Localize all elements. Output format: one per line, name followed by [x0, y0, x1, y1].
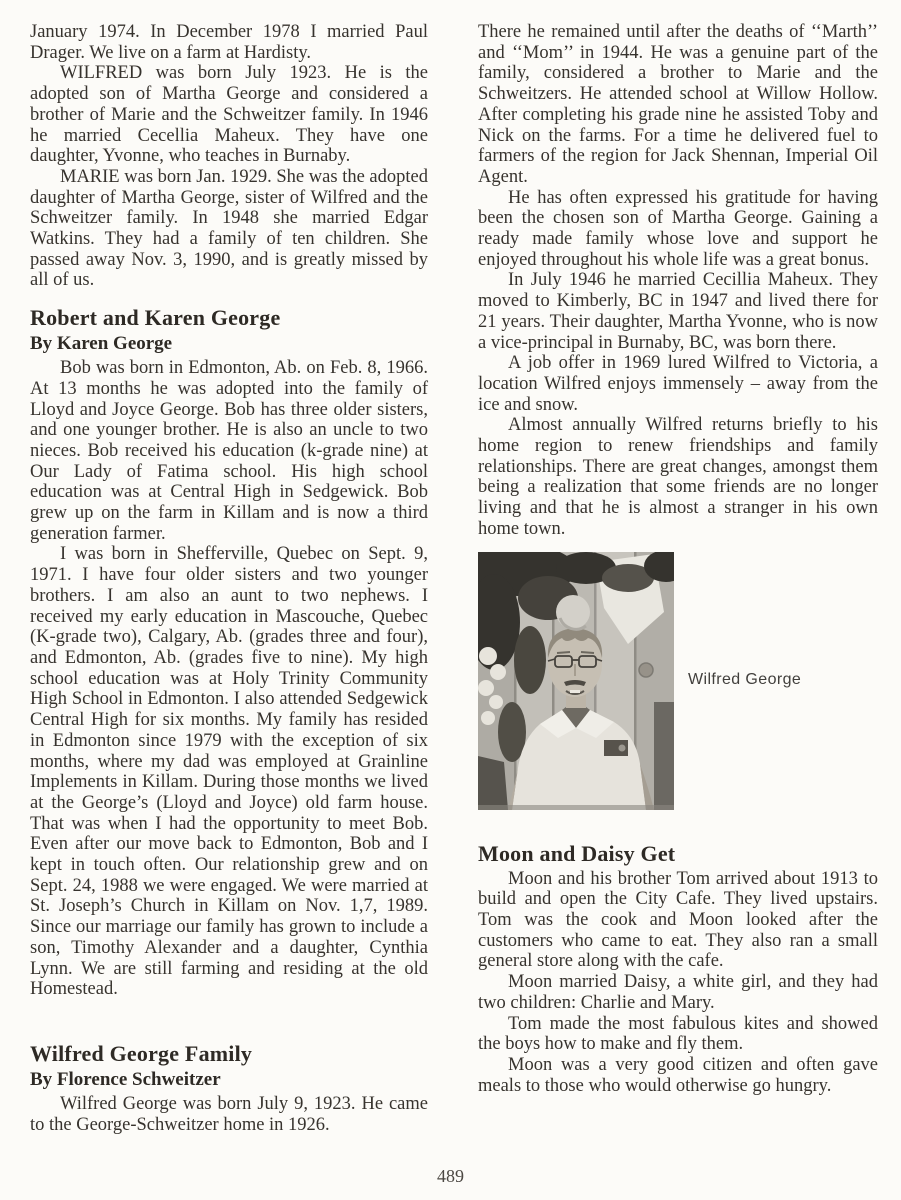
byline: By Florence Schweitzer: [30, 1068, 221, 1090]
body-paragraph: Moon married Daisy, a white girl, and they had two children: Charlie and Mary.: [478, 972, 878, 1013]
section-heading-robert-and-karen-george: Robert and Karen George: [30, 305, 281, 331]
shadow: [654, 702, 674, 810]
body-paragraph: Bob was born in Edmonton, Ab. on Feb. 8, 1966. At 13 months he was adopted into the family of Lloyd and Joyce George. Bob has three older sisters, and one younger brother. He is also an uncle to two nieces. Bob received his education (k-grade nine) at Our Lady of Fatima school. His high school education was at Central High in Sedgewick. Bob grew up on the farm in Killam and is now a third generation farmer.: [30, 358, 428, 544]
body-paragraph: He has often expressed his gratitude for having been the chosen son of Martha George. Gaining a ready made family whose love and support he enjoyed throughout his whole life was a great bonus.: [478, 187, 878, 270]
body-paragraph: January 1974. In December 1978 I married Paul Drager. We live on a farm at Hardisty.: [30, 22, 428, 63]
byline: By Karen George: [30, 333, 173, 355]
text-columns: [30, 22, 878, 1135]
body-paragraph: Moon was a very good citizen and often gave meals to those who would otherwise go hungry.: [478, 1054, 878, 1096]
section-heading-moon-and-daisy-get: Moon and Daisy Get: [478, 840, 676, 866]
body-paragraph: MARIE was born Jan. 1929. She was the adopted daughter of Martha George, sister of Wilfred and the Schweitzer family. In 1948 she married Edgar Watkins. They had a family of ten children. She passed away Nov. 3, 1990, and is greatly missed by all of us.: [30, 166, 428, 291]
body-paragraph: A job offer in 1969 lured Wilfred to Victoria, a location Wilfred enjoys immensely – away from the ice and snow.: [478, 353, 878, 415]
section-heading-wilfred-george-family: Wilfred George Family: [30, 1040, 253, 1066]
body-paragraph: In July 1946 he married Cecillia Maheux. They moved to Kimberly, BC in 1947 and lived there for 21 years. Their daughter, Martha Yvonne, who is now a vice-principal in Burnaby, BC, was born there.: [478, 270, 878, 353]
body-paragraph: Almost annually Wilfred returns briefly to his home region to renew friendships and family relationships. There are great changes, amongst them being a realization that some friends are no longer living and that he is almost a stranger in his own home town.: [478, 415, 878, 539]
body-paragraph: I was born in Shefferville, Quebec on Sept. 9, 1971. I have four older sisters and two younger brothers. I am also an aunt to two nephews. I received my early education in Mascouche, Quebec (K-grade two), Calgary, Ab. (grades three and four), and Edmonton, Ab. (grades five to nine). My high school education was at Holy Trinity Community High School in Edmonton. I also attended Sedgewick Central High for six months. My family has resided in Edmonton since 1979 with the exception of six months, where my dad was employed at Grainline Implements in Killam. During those months we lived at the George’s (Lloyd and Joyce) old farm house. That was when I had the opportunity to meet Bob. Even after our move back to Edmonton, Bob and I kept in touch often. Our relationship grew and on Sept. 24, 1988 we were engaged. We were married at St. Joseph’s Church in Killam on Nov. 1,7, 1989. Since our marriage our family has grown to include a son, Timothy Alexander and a daughter, Cynthia Lynn. We are still farming and residing at the old Homestead.: [30, 544, 428, 1000]
body-paragraph: Moon and his brother Tom arrived about 1913 to build and open the City Cafe. They lived upstairs. Tom was the cook and Moon looked after the customers who came to eat. They also ran a small general store along with the cafe.: [478, 868, 878, 972]
right-column: [478, 22, 878, 1135]
body-paragraph: WILFRED was born July 1923. He is the adopted son of Martha George and considered a brother of Marie and the Schweitzer family. In 1946 he married Cecellia Maheux. They have one daughter, Yvonne, who teaches in Burnaby.: [30, 63, 428, 167]
wilfred-george-photo: [478, 552, 674, 810]
left-column: [30, 22, 428, 1135]
body-paragraph: There he remained until after the deaths of ‘‘Marth’’ and ‘‘Mom’’ in 1944. He was a genuine part of the family, considered a brother to Marie and the Schweitzers. He attended school at Willow Hollow. After completing his grade nine he assisted Toby and Nick on the farms. For a time he delivered fuel to farmers of the region for Jack Shennan, Imperial Oil Agent.: [478, 22, 878, 187]
body-paragraph: Wilfred George was born July 9, 1923. He came to the George-Schweitzer home in 1926.: [30, 1093, 428, 1135]
body-paragraph: Tom made the most fabulous kites and showed the boys how to make and fly them.: [478, 1013, 878, 1055]
photo-caption: Wilfred George: [688, 671, 802, 689]
shadow: [478, 756, 508, 810]
page-number: 489: [437, 1166, 464, 1186]
photo-figure: [478, 552, 878, 810]
